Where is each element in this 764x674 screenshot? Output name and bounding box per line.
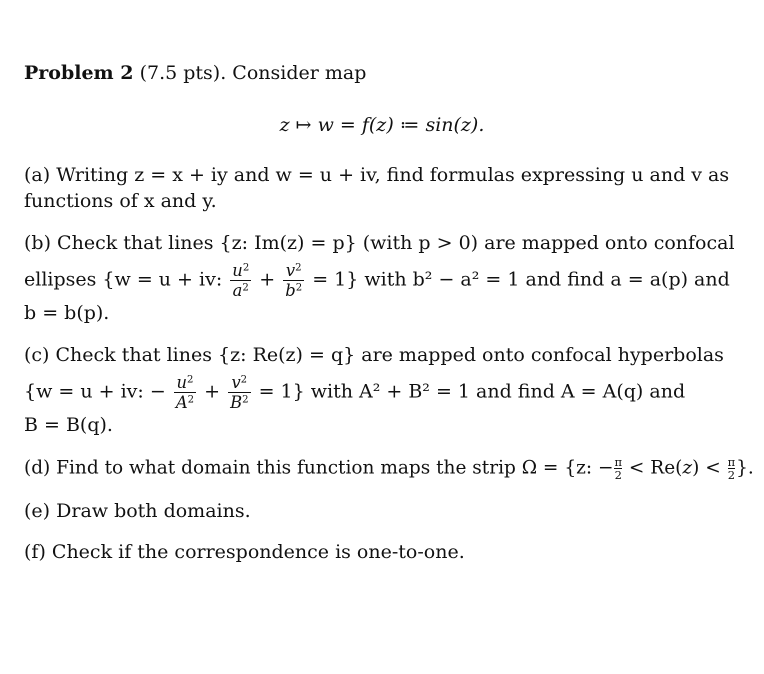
part-a-line1	[24, 166, 729, 185]
problem-label: Problem 2	[24, 62, 134, 84]
part-a-text1: Writing z = x + iy and w = u + iv, find formulas expressing u and v as	[56, 164, 730, 186]
part-f-line	[24, 543, 465, 562]
part-b-text1: Check that lines {z: Im(z) = p} (with p > 0) are mapped onto confocal	[57, 232, 735, 254]
strip-bound-left: $\frac{\pi}{2}$	[614, 455, 622, 483]
part-c-line2: {w = u + iv: − $\frac{u^2}{A^2}$ + $\frac{v^2}{B^2}$ = 1} with A² + B² = 1 and find A = A(q) and	[24, 373, 686, 413]
part-b-text2-pre: ellipses {w = u + iv:	[24, 268, 223, 291]
hyperbola-frac-u: $\frac{u^2}{A^2}$	[175, 373, 195, 413]
map-equation	[0, 114, 764, 136]
part-b-line3	[24, 304, 109, 323]
part-e-line	[24, 502, 251, 521]
part-c-line1	[24, 346, 724, 365]
ellipse-frac-v: $\frac{v^2}{b^2}$	[285, 261, 303, 301]
part-b-text2-post: = 1} with b² − a² = 1 and find a = a(p) and	[312, 268, 730, 291]
part-b-line2: ellipses {w = u + iv: $\frac{u^2}{a^2}$ + $\frac{v^2}{b^2}$ = 1} with b² − a² = 1 and find a = a(p) and	[24, 261, 730, 301]
part-f-label: (f)	[24, 541, 46, 563]
part-c-text3: B = B(q).	[24, 414, 113, 436]
hyperbola-frac-v: $\frac{v^2}{B^2}$	[230, 373, 249, 413]
strip-bound-right: $\frac{\pi}{2}$	[727, 455, 736, 483]
part-f-text: Check if the correspondence is one-to-one.	[51, 541, 465, 563]
problem-points: (7.5 pts).	[139, 62, 227, 84]
ellipse-frac-u: $\frac{u^2}{a^2}$	[232, 261, 250, 301]
part-a-label: (a)	[24, 164, 51, 186]
part-b-line1	[24, 234, 735, 253]
part-c-text1: Check that lines {z: Re(z) = q} are mapped onto confocal hyperbolas	[55, 344, 724, 366]
part-d-label: (d)	[24, 457, 51, 479]
part-d-text: Find to what domain this function maps the strip Ω = {z: −	[56, 457, 614, 479]
part-b-text3: b = b(p).	[24, 302, 110, 324]
part-c-line3	[24, 416, 113, 435]
part-c-text2-post: = 1} with A² + B² = 1 and find A = A(q) and	[258, 380, 686, 403]
problem-heading	[24, 64, 366, 83]
part-c-text2-pre: {w = u + iv: −	[24, 380, 166, 403]
part-d-line: (d) Find to what domain this function maps the strip Ω = {z: − $\frac{\pi}{2}$ < Re(z) < $\frac{\pi}{2}$ }.	[24, 455, 754, 483]
part-e-label: (e)	[24, 500, 51, 522]
part-b-label: (b)	[24, 232, 51, 254]
part-c-label: (c)	[24, 344, 50, 366]
part-a-text2: functions of x and y.	[24, 190, 217, 212]
part-e-text: Draw both domains.	[56, 500, 251, 522]
map-formula: z ↦ w = f(z) ≔ sin(z).	[279, 114, 485, 136]
part-a-line2	[24, 192, 217, 211]
problem-intro: Consider map	[232, 62, 367, 84]
